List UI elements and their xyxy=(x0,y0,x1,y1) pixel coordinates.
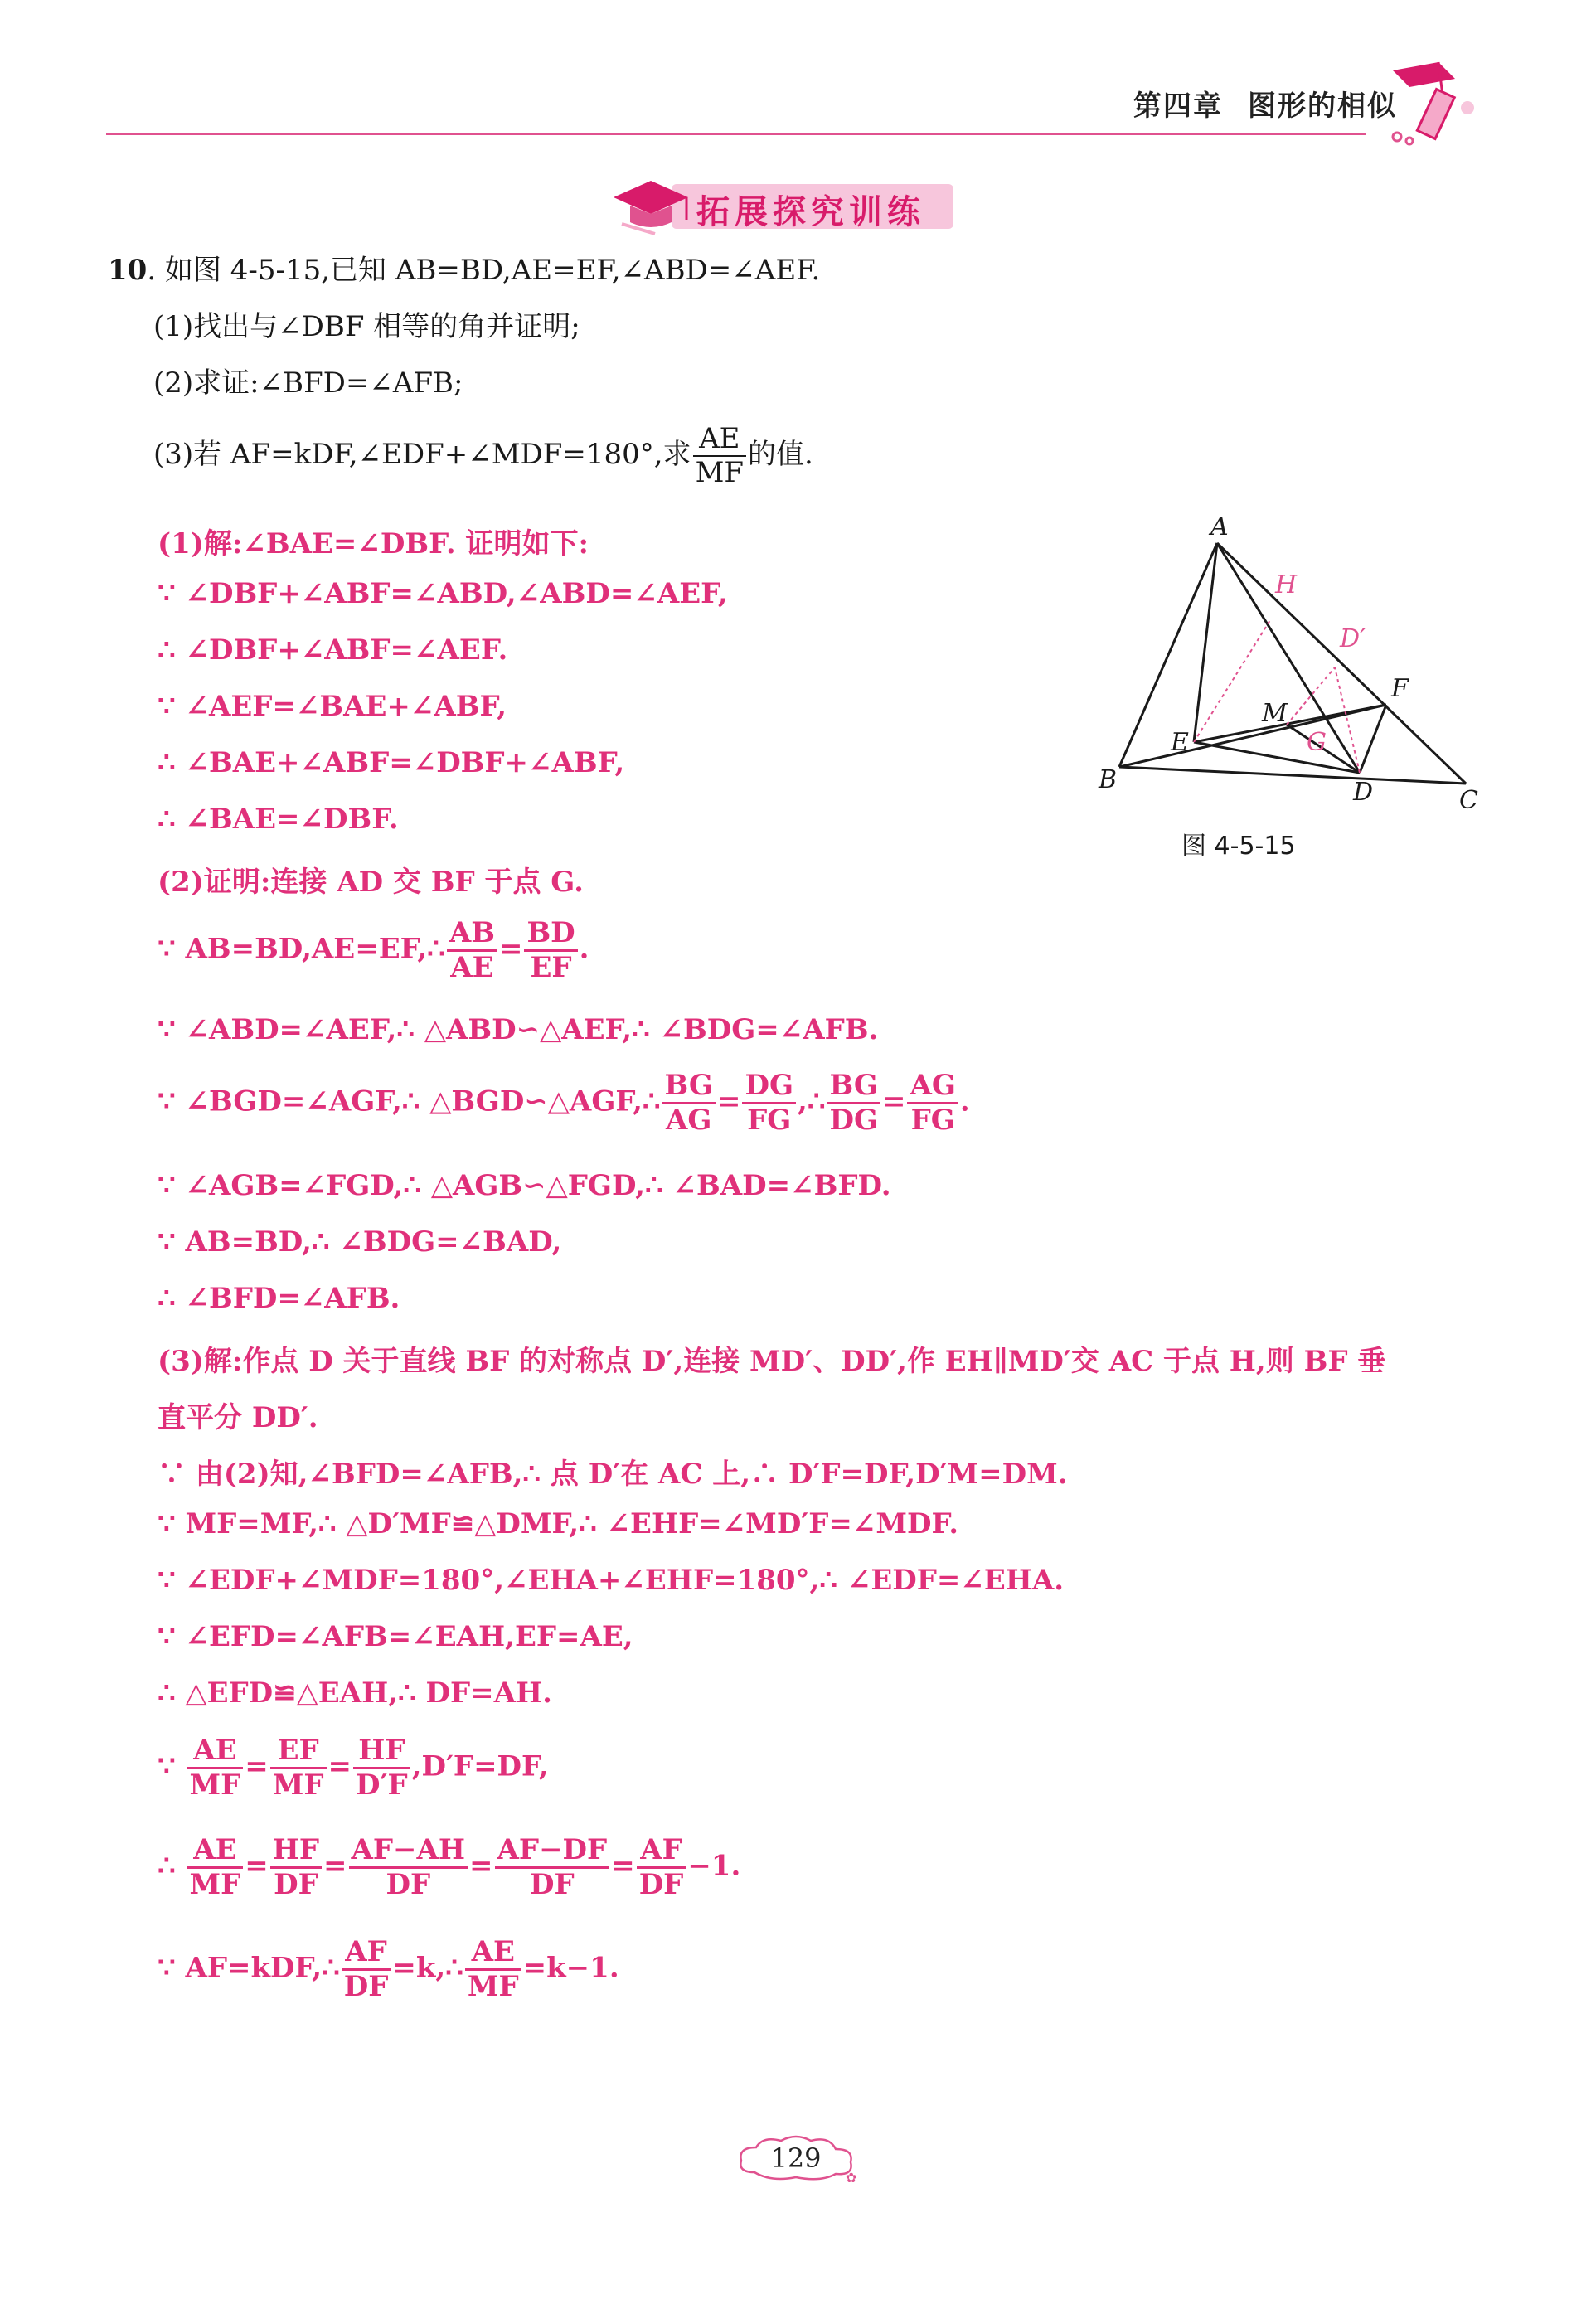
fraction: $\frac{AF}{DF}$ xyxy=(637,1834,686,1901)
part3-prefix: (3)若 AF=kDF,∠EDF+∠MDF=180°,求 xyxy=(153,438,691,472)
section-banner xyxy=(605,174,962,232)
answer-line-2: ∵ ∠DBF+∠ABF=∠ABD,∠ABD=∠AEF, xyxy=(158,577,728,610)
chapter-number: 第四章 xyxy=(1133,90,1223,123)
fraction-ae-mf: $\frac{AE}{MF}$ xyxy=(693,423,746,489)
answer-line-21: ∵ $\frac{AE}{MF}$ = $\frac{EF}{MF}$ = $\frac{HF}{D'F}$ ,D′F=DF, xyxy=(158,1734,549,1802)
fraction: $\frac{AF}{DF}$ xyxy=(342,1936,391,2003)
question-number: 10 xyxy=(108,254,148,287)
graduation-cap-icon xyxy=(605,174,696,236)
segment-fd xyxy=(1360,705,1386,773)
label-f: F xyxy=(1391,674,1409,703)
pencil-cap-icon xyxy=(1376,58,1492,149)
answer-line-16: ∵ 由(2)知,∠BFD=∠AFB,∴ 点 D′在 AC 上,∴ D′F=DF,D′M=DM. xyxy=(158,1458,1068,1491)
segment-ef xyxy=(1194,705,1386,742)
fraction: $\frac{AF-AH}{DF}$ xyxy=(349,1834,468,1901)
answer-line-19: ∵ ∠EFD=∠AFB=∠EAH,EF=AE, xyxy=(158,1620,633,1653)
answer-line-20: ∴ △EFD≌△EAH,∴ DF=AH. xyxy=(158,1676,552,1710)
label-g: G xyxy=(1307,728,1327,757)
fraction: $\frac{AB}{AE}$ xyxy=(447,917,497,984)
fraction: $\frac{EF}{MF}$ xyxy=(270,1735,327,1802)
answer-line-17: ∵ MF=MF,∴ △D′MF≌△DMF,∴ ∠EHF=∠MD′F=∠MDF. xyxy=(158,1507,959,1540)
question-stem-text: . 如图 4-5-15,已知 AB=BD,AE=EF,∠ABD=∠AEF. xyxy=(147,254,821,287)
label-h: H xyxy=(1275,570,1298,599)
fraction: $\frac{BG}{DG}$ xyxy=(827,1070,880,1137)
fraction: $\frac{DG}{FG}$ xyxy=(742,1070,796,1137)
page-number: 129 xyxy=(770,2142,822,2174)
question-part-2: (2)求证:∠BFD=∠AFB; xyxy=(153,366,463,400)
answer-line-3: ∴ ∠DBF+∠ABF=∠AEF. xyxy=(158,633,508,667)
label-d-prime: D′ xyxy=(1340,624,1366,653)
header-divider xyxy=(106,133,1366,135)
fraction: $\frac{BD}{EF}$ xyxy=(524,917,577,984)
answer-line-9: ∵ ∠ABD=∠AEF,∴ △ABD∽△AEF,∴ ∠BDG=∠AFB. xyxy=(158,1013,879,1046)
label-a: A xyxy=(1210,514,1229,541)
answer-line-13: ∴ ∠BFD=∠AFB. xyxy=(158,1282,400,1315)
running-header xyxy=(1133,83,1397,124)
answer-line-11: ∵ ∠AGB=∠FGD,∴ △AGB∽△FGD,∴ ∠BAD=∠BFD. xyxy=(158,1169,891,1202)
segment-ac xyxy=(1217,543,1466,784)
answer-line-10: ∵ ∠BGD=∠AGF,∴ △BGD∽△AGF,∴ $\frac{BG}{AG}$ = $\frac{DG}{FG}$ ,∴ $\frac{BG}{DG}$ = $\frac{AG}{FG}$ . xyxy=(158,1069,970,1138)
answer-line-18: ∵ ∠EDF+∠MDF=180°,∠EHA+∠EHF=180°,∴ ∠EDF=∠EHA. xyxy=(158,1564,1065,1597)
answer-line-12: ∵ AB=BD,∴ ∠BDG=∠BAD, xyxy=(158,1225,562,1259)
fraction: $\frac{HF}{DF}$ xyxy=(270,1834,322,1901)
fraction: $\frac{AE}{MF}$ xyxy=(465,1936,521,2003)
answer-line-8: ∵ AB=BD,AE=EF,∴ $\frac{AB}{AE}$ = $\frac{BD}{EF}$ . xyxy=(158,916,589,985)
section-title: 拓展探究训练 xyxy=(696,193,925,231)
answer-line-1: (1)解:∠BAE=∠DBF. 证明如下: xyxy=(158,527,589,560)
chapter-title: 图形的相似 xyxy=(1248,90,1397,123)
label-m: M xyxy=(1262,699,1288,728)
label-b: B xyxy=(1099,765,1118,794)
label-c: C xyxy=(1459,786,1478,815)
fraction: $\frac{AG}{FG}$ xyxy=(907,1070,958,1137)
fraction: $\frac{BG}{AG}$ xyxy=(662,1070,716,1137)
answer-line-5: ∴ ∠BAE+∠ABF=∠DBF+∠ABF, xyxy=(158,746,625,779)
fraction: $\frac{AE}{MF}$ xyxy=(187,1735,243,1802)
fraction: $\frac{HF}{D'F}$ xyxy=(353,1735,410,1802)
answer-line-23: ∵ AF=kDF,∴ $\frac{AF}{DF}$ =k,∴ $\frac{AE}{MF}$ =k−1. xyxy=(158,1935,619,2004)
answer-line-7: (2)证明:连接 AD 交 BF 于点 G. xyxy=(158,866,584,899)
svg-text:✿: ✿ xyxy=(846,2170,857,2186)
answer-line-22: ∴ $\frac{AE}{MF}$ = $\frac{HF}{DF}$ = $\frac{AF-AH}{DF}$ = $\frac{AF-DF}{DF}$ = $\frac{AF}{DF}$ −1. xyxy=(158,1833,741,1902)
question-part-3 xyxy=(153,423,813,489)
answer-line-15: 直平分 DD′. xyxy=(158,1401,318,1434)
geometry-figure xyxy=(1094,514,1492,829)
fraction: $\frac{AE}{MF}$ xyxy=(187,1834,243,1901)
label-e: E xyxy=(1171,728,1189,757)
segment-ab xyxy=(1119,543,1217,767)
part3-suffix: 的值. xyxy=(747,438,813,472)
segment-ae xyxy=(1194,543,1217,742)
question-stem xyxy=(108,247,820,288)
question-part-1: (1)找出与∠DBF 相等的角并证明; xyxy=(153,310,580,343)
figure-caption: 图 4-5-15 xyxy=(1181,832,1296,861)
answer-line-14: (3)解:作点 D 关于直线 BF 的对称点 D′,连接 MD′、DD′,作 EH∥MD′交 AC 于点 H,则 BF 垂 xyxy=(158,1345,1386,1378)
answer-line-6: ∴ ∠BAE=∠DBF. xyxy=(158,803,399,836)
fraction: $\frac{AF-DF}{DF}$ xyxy=(495,1834,610,1901)
page-number-badge xyxy=(730,2131,862,2189)
segment-bc xyxy=(1119,767,1466,784)
answer-line-4: ∵ ∠AEF=∠BAE+∠ABF, xyxy=(158,690,507,723)
label-d: D xyxy=(1353,778,1374,807)
segment-dd-prime xyxy=(1335,667,1360,773)
